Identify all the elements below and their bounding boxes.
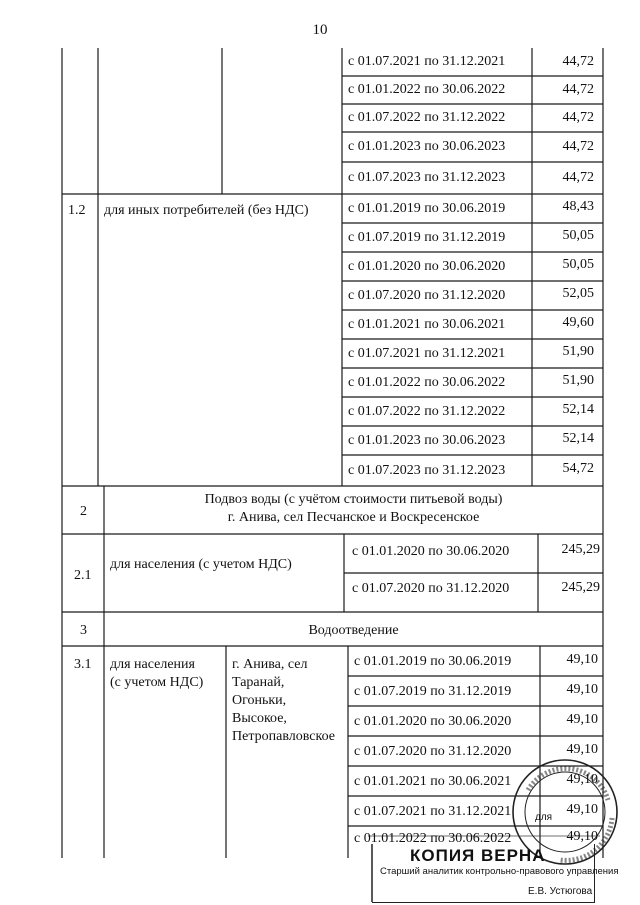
signatory-name: Е.В. Устюгова bbox=[528, 886, 593, 897]
period-cell: с 01.01.2021 по 30.06.2021 bbox=[354, 774, 512, 789]
position-text: Старший аналитик контрольно-правового управления bbox=[380, 866, 619, 877]
consumer-label: для населения bbox=[110, 657, 195, 672]
period-cell: с 01.01.2022 по 30.06.2022 bbox=[354, 831, 512, 846]
value-cell: 50,05 bbox=[562, 257, 594, 272]
section-title: Водоотведение bbox=[308, 623, 399, 638]
value-cell: 49,10 bbox=[566, 742, 598, 757]
value-cell: 48,43 bbox=[562, 199, 594, 214]
value-cell: 245,29 bbox=[561, 580, 600, 595]
value-cell: 51,90 bbox=[562, 373, 594, 388]
page-number: 10 bbox=[312, 22, 328, 38]
period-cell: с 01.07.2022 по 31.12.2022 bbox=[348, 110, 506, 125]
copy-title: КОПИЯ ВЕРНА bbox=[410, 846, 546, 865]
value-cell: 49,10 bbox=[566, 652, 598, 667]
period-cell: с 01.01.2021 по 30.06.2021 bbox=[348, 317, 506, 332]
row-number: 3 bbox=[80, 623, 87, 638]
section-title: Подвоз воды (с учётом стоимости питьевой воды) bbox=[204, 492, 503, 507]
row-number: 2.1 bbox=[74, 568, 92, 583]
period-cell: с 01.01.2020 по 30.06.2020 bbox=[352, 544, 510, 559]
value-cell: 52,14 bbox=[562, 431, 594, 446]
row-number: 2 bbox=[80, 504, 87, 519]
value-cell: 52,14 bbox=[562, 402, 594, 417]
row-number: 1.2 bbox=[68, 203, 86, 218]
area-label: г. Анива, сел bbox=[232, 657, 308, 672]
value-cell: 44,72 bbox=[562, 170, 594, 185]
value-cell: 49,10 bbox=[566, 829, 598, 844]
consumer-label: для населения (с учетом НДС) bbox=[110, 557, 292, 572]
period-cell: с 01.01.2019 по 30.06.2019 bbox=[354, 654, 512, 669]
value-cell: 49,10 bbox=[566, 802, 598, 817]
area-label: Высокое, bbox=[232, 711, 287, 726]
consumer-label: для иных потребителей (без НДС) bbox=[104, 203, 309, 218]
value-cell: 49,10 bbox=[566, 682, 598, 697]
area-label: Огоньки, bbox=[232, 693, 287, 708]
value-cell: 51,90 bbox=[562, 344, 594, 359]
period-cell: с 01.07.2023 по 31.12.2023 bbox=[348, 170, 506, 185]
period-cell: с 01.01.2022 по 30.06.2022 bbox=[348, 375, 506, 390]
period-cell: с 01.07.2021 по 31.12.2021 bbox=[354, 804, 512, 819]
period-cell: с 01.01.2020 по 30.06.2020 bbox=[354, 714, 512, 729]
value-cell: 44,72 bbox=[562, 110, 594, 125]
value-cell: 49,60 bbox=[562, 315, 594, 330]
period-cell: с 01.01.2019 по 30.06.2019 bbox=[348, 201, 506, 216]
area-label: Таранай, bbox=[232, 675, 285, 690]
stamp-text: для bbox=[535, 812, 553, 823]
value-cell: 50,05 bbox=[562, 228, 594, 243]
period-cell: с 01.07.2021 по 31.12.2021 bbox=[348, 346, 506, 361]
row-number: 3.1 bbox=[74, 657, 92, 672]
period-cell: с 01.01.2023 по 30.06.2023 bbox=[348, 139, 506, 154]
period-cell: с 01.01.2023 по 30.06.2023 bbox=[348, 433, 506, 448]
consumer-label: (с учетом НДС) bbox=[110, 675, 204, 690]
period-cell: с 01.01.2022 по 30.06.2022 bbox=[348, 82, 506, 97]
period-cell: с 01.07.2021 по 31.12.2021 bbox=[348, 54, 506, 69]
value-cell: 44,72 bbox=[562, 82, 594, 97]
period-cell: с 01.07.2020 по 31.12.2020 bbox=[348, 288, 506, 303]
value-cell: 54,72 bbox=[562, 461, 594, 476]
period-cell: с 01.07.2022 по 31.12.2022 bbox=[348, 404, 506, 419]
period-cell: с 01.01.2020 по 30.06.2020 bbox=[348, 259, 506, 274]
value-cell: 245,29 bbox=[561, 542, 600, 557]
value-cell: 49,10 bbox=[566, 712, 598, 727]
period-cell: с 01.07.2020 по 31.12.2020 bbox=[354, 744, 512, 759]
area-label: Петропавловское bbox=[232, 729, 335, 744]
value-cell: 44,72 bbox=[562, 54, 594, 69]
section-subtitle: г. Анива, сел Песчанское и Воскресенское bbox=[227, 510, 480, 525]
period-cell: с 01.07.2023 по 31.12.2023 bbox=[348, 463, 506, 478]
period-cell: с 01.07.2019 по 31.12.2019 bbox=[354, 684, 512, 699]
period-cell: с 01.07.2020 по 31.12.2020 bbox=[352, 581, 510, 596]
value-cell: 44,72 bbox=[562, 139, 594, 154]
period-cell: с 01.07.2019 по 31.12.2019 bbox=[348, 230, 506, 245]
value-cell: 49,10 bbox=[566, 772, 598, 787]
value-cell: 52,05 bbox=[562, 286, 594, 301]
